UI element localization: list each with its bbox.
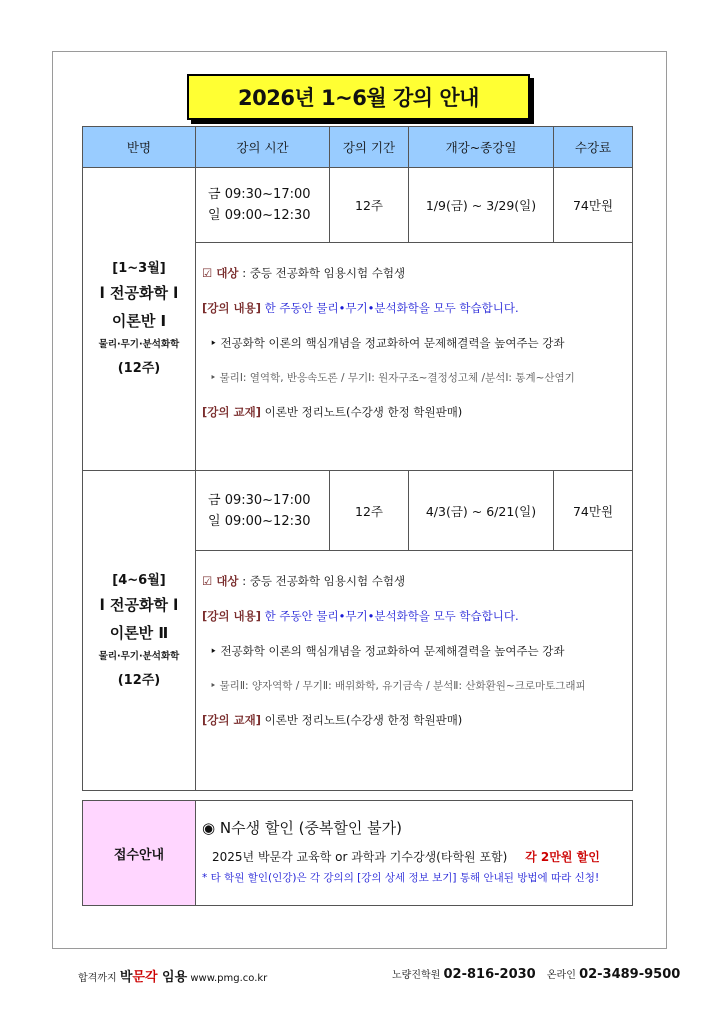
class-dates: 1/9(금) ~ 3/29(일) [409,168,554,243]
class-time-1: 금 09:30~17:00 [208,187,311,202]
class-time-cell [196,471,330,551]
class-title: 이론반 Ⅰ [111,312,167,330]
header-time: 강의 시간 [196,127,330,168]
discount-condition: 2025년 박문각 교육학 or 과학과 기수강생(타학원 포함) [212,850,508,864]
footer-contacts [392,966,680,982]
header-dates: 개강~종강일 [409,127,554,168]
class-detail-cell [196,243,633,471]
table-row [83,471,633,551]
class-period: [4~6월] [112,572,166,588]
target-label: ☑ 대상 [202,266,239,280]
class-name-cell [83,471,196,791]
header-class: 반명 [83,127,196,168]
bullet-2: ‣ 물리Ⅰ: 열역학, 반응속도론 / 무기Ⅰ: 원자구조~결정성고체 /분석Ⅰ: 통계~산염기 [210,372,575,384]
class-subject: l 전공화학 l [99,595,179,614]
class-time-1: 금 09:30~17:00 [208,492,311,508]
footer-url[interactable]: www.pmg.co.kr [190,973,268,984]
book-text: 이론반 정리노트(수강생 한정 학원판매) [264,405,463,419]
class-fields: 물리·무기·분석화학 [98,650,180,662]
content-label: [강의 내용] [202,609,261,623]
footer-tagline: 합격까지 [78,973,117,984]
online-phone: 02-3489-9500 [579,967,681,982]
brand-logo: 박문각 임용 [119,970,188,985]
table-row [83,168,633,243]
discount-amount: 각 2만원 할인 [525,850,600,864]
content-label: [강의 내용] [202,301,261,315]
office-phone: 02-816-2030 [443,967,536,982]
book-label: [강의 교재] [202,405,261,419]
class-dates: 4/3(금) ~ 6/21(일) [409,471,554,551]
bullet-2: ‣ 물리Ⅱ: 양자역학 / 무기Ⅱ: 배위화학, 유기금속 / 분석Ⅱ: 산화환원~크로마토그래피 [210,680,586,692]
content-text: 한 주동안 물리•무기•분석화학을 모두 학습합니다. [264,301,519,315]
target-text: : 중등 전공화학 임용시험 수험생 [242,574,406,588]
footer-brand [78,966,267,985]
class-fee: 74만원 [554,168,633,243]
class-subject: l 전공화학 l [99,284,179,302]
discount-note: * 타 학원 할인(인강)은 각 강의의 [강의 상세 정보 보기] 통해 안내된 방법에 따라 신청! [202,872,600,884]
bullet-1: ‣ 전공화학 이론의 핵심개념을 정교화하여 문제해결력을 높여주는 강좌 [210,644,565,658]
book-text: 이론반 정리노트(수강생 한정 학원판매) [264,713,463,727]
class-duration: 12주 [330,471,409,551]
schedule-table [82,126,633,791]
header-duration: 강의 기간 [330,127,409,168]
target-label: ☑ 대상 [202,574,239,588]
class-name-cell [83,168,196,471]
registration-body [196,801,633,906]
table-header-row [83,127,633,168]
class-detail-cell [196,551,633,791]
class-weeks: (12주) [117,672,161,688]
page-title: 2026년 1~6월 강의 안내 [187,74,530,120]
class-weeks: (12주) [117,361,161,376]
class-time-2: 일 09:00~12:30 [208,513,311,529]
registration-label: 접수안내 [83,801,196,906]
discount-heading: ◉ N수생 할인 (중복할인 불가) [202,819,402,837]
class-title: 이론반 Ⅱ [109,623,169,642]
book-label: [강의 교재] [202,713,261,727]
bullet-1: ‣ 전공화학 이론의 핵심개념을 정교화하여 문제해결력을 높여주는 강좌 [210,336,565,350]
class-time-2: 일 09:00~12:30 [208,208,311,223]
office-label: 노량진학원 [392,970,441,981]
online-label: 온라인 [546,970,576,981]
class-time-cell [196,168,330,243]
registration-table [82,800,633,906]
class-fields: 물리·무기·분석화학 [98,339,180,350]
header-fee: 수강료 [554,127,633,168]
class-fee: 74만원 [554,471,633,551]
target-text: : 중등 전공화학 임용시험 수험생 [242,266,406,280]
content-text: 한 주동안 물리•무기•분석화학을 모두 학습합니다. [264,609,519,623]
class-period: [1~3월] [112,261,166,276]
class-duration: 12주 [330,168,409,243]
